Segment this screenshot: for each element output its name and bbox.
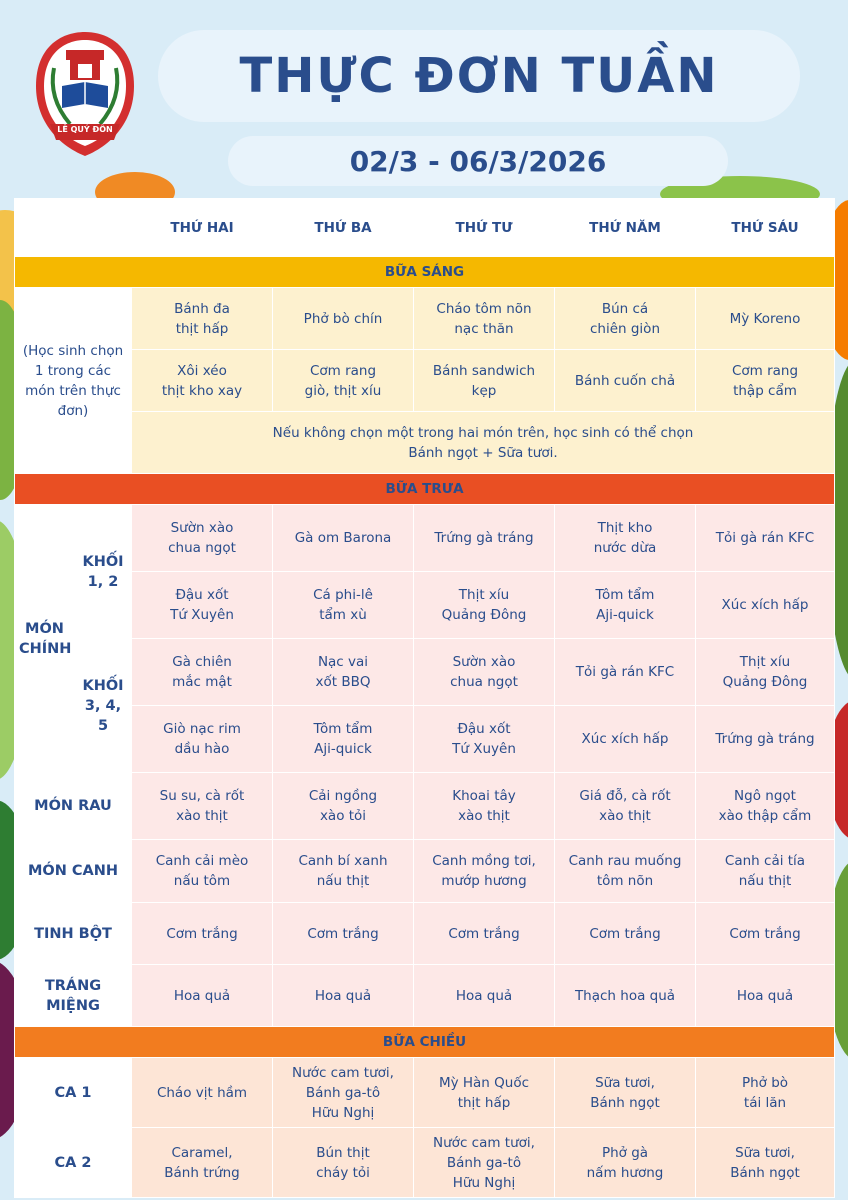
school-logo — [30, 28, 140, 163]
menu-cell: Ngô ngọt xào thập cẩm — [696, 773, 835, 840]
menu-cell: Nước cam tươi, Bánh ga-tô Hữu Nghị — [273, 1058, 414, 1128]
logo-text: LÊ QUÝ ĐÔN — [57, 125, 113, 134]
weekly-menu-table — [14, 198, 835, 1198]
menu-cell: Hoa quả — [132, 965, 273, 1027]
menu-cell: Bánh sandwich kẹp — [414, 350, 555, 412]
menu-cell: Gà om Barona — [273, 505, 414, 572]
soup-row — [15, 840, 835, 903]
dessert-label: TRÁNG MIỆNG — [15, 965, 132, 1027]
menu-cell: Canh rau muống tôm nõn — [555, 840, 696, 903]
menu-cell: Canh cải mèo nấu tôm — [132, 840, 273, 903]
menu-cell: Bánh cuốn chả — [555, 350, 696, 412]
breakfast-row-2 — [15, 350, 835, 412]
menu-cell: Trứng gà tráng — [414, 505, 555, 572]
date-banner — [228, 136, 728, 186]
menu-cell: Cơm trắng — [273, 903, 414, 965]
menu-cell: Canh mồng tơi, mướp hương — [414, 840, 555, 903]
menu-cell: Canh bí xanh nấu thịt — [273, 840, 414, 903]
menu-cell: Khoai tây xào thịt — [414, 773, 555, 840]
menu-cell: Canh cải tía nấu thịt — [696, 840, 835, 903]
menu-cell: Sườn xào chua ngọt — [132, 505, 273, 572]
menu-cell: Thịt kho nước dừa — [555, 505, 696, 572]
menu-cell: Phở bò tái lăn — [696, 1058, 835, 1128]
menu-cell: Thịt xíu Quảng Đông — [414, 572, 555, 639]
breakfast-band — [15, 257, 835, 288]
menu-cell: Sữa tươi, Bánh ngọt — [555, 1058, 696, 1128]
grade-group-1-label: KHỐI 1, 2 — [75, 505, 132, 639]
day-friday: THỨ SÁU — [696, 199, 835, 257]
menu-cell: Trứng gà tráng — [696, 706, 835, 773]
menu-cell: Thạch hoa quả — [555, 965, 696, 1027]
breakfast-row-1 — [15, 288, 835, 350]
dessert-row — [15, 965, 835, 1027]
shift-1-label: CA 1 — [15, 1058, 132, 1128]
menu-cell: Cơm trắng — [132, 903, 273, 965]
breakfast-note: (Học sinh chọn 1 trong các món trên thực đơn) — [15, 288, 132, 474]
breakfast-title: BỮA SÁNG — [15, 257, 835, 288]
breakfast-alternative-row — [15, 412, 835, 474]
menu-cell: Cháo tôm nõn nạc thăn — [414, 288, 555, 350]
starch-row — [15, 903, 835, 965]
shift-2-label: CA 2 — [15, 1128, 132, 1198]
menu-cell: Xúc xích hấp — [555, 706, 696, 773]
lunch-title: BỮA TRƯA — [15, 474, 835, 505]
lunch-g2-row-1 — [15, 639, 835, 706]
lunch-g2-row-2 — [15, 706, 835, 773]
menu-cell: Hoa quả — [696, 965, 835, 1027]
grade-group-2-label: KHỐI 3, 4, 5 — [75, 639, 132, 773]
menu-cell: Sườn xào chua ngọt — [414, 639, 555, 706]
menu-cell: Cải ngồng xào tỏi — [273, 773, 414, 840]
menu-cell: Bún cá chiên giòn — [555, 288, 696, 350]
day-wednesday: THỨ TƯ — [414, 199, 555, 257]
menu-cell: Tôm tẩm Aji-quick — [555, 572, 696, 639]
menu-cell: Cá phi-lê tẩm xù — [273, 572, 414, 639]
menu-cell: Tỏi gà rán KFC — [696, 505, 835, 572]
menu-cell: Su su, cà rốt xào thịt — [132, 773, 273, 840]
menu-cell: Tôm tẩm Aji-quick — [273, 706, 414, 773]
menu-cell: Cơm trắng — [555, 903, 696, 965]
menu-cell: Sữa tươi, Bánh ngọt — [696, 1128, 835, 1198]
menu-cell: Tỏi gà rán KFC — [555, 639, 696, 706]
header-corner — [15, 199, 132, 257]
shift-2-row — [15, 1128, 835, 1198]
menu-cell: Gà chiên mắc mật — [132, 639, 273, 706]
main-dish-label: MÓN CHÍNH — [15, 505, 75, 773]
menu-cell: Bánh đa thịt hấp — [132, 288, 273, 350]
menu-cell: Mỳ Hàn Quốc thịt hấp — [414, 1058, 555, 1128]
page-title: THỰC ĐƠN TUẦN — [239, 48, 719, 104]
day-header-row — [15, 199, 835, 257]
menu-cell: Đậu xốt Tứ Xuyên — [132, 572, 273, 639]
menu-cell: Cơm trắng — [696, 903, 835, 965]
shift-1-row — [15, 1058, 835, 1128]
menu-cell: Phở gà nấm hương — [555, 1128, 696, 1198]
lunch-band — [15, 474, 835, 505]
menu-cell: Mỳ Koreno — [696, 288, 835, 350]
menu-cell: Đậu xốt Tứ Xuyên — [414, 706, 555, 773]
day-monday: THỨ HAI — [132, 199, 273, 257]
menu-cell: Giá đỗ, cà rốt xào thịt — [555, 773, 696, 840]
menu-cell: Cơm rang thập cẩm — [696, 350, 835, 412]
menu-cell: Hoa quả — [273, 965, 414, 1027]
menu-cell: Cháo vịt hầm — [132, 1058, 273, 1128]
menu-cell: Cơm rang giò, thịt xíu — [273, 350, 414, 412]
afternoon-band — [15, 1027, 835, 1058]
day-tuesday: THỨ BA — [273, 199, 414, 257]
lunch-g1-row-1 — [15, 505, 835, 572]
menu-cell: Cơm trắng — [414, 903, 555, 965]
afternoon-title: BỮA CHIỀU — [15, 1027, 835, 1058]
menu-cell: Giò nạc rim dầu hào — [132, 706, 273, 773]
vegetable-row — [15, 773, 835, 840]
lunch-g1-row-2 — [15, 572, 835, 639]
vegetable-label: MÓN RAU — [15, 773, 132, 840]
breakfast-alternative: Nếu không chọn một trong hai món trên, học sinh có thể chọn Bánh ngọt + Sữa tươi. — [132, 412, 835, 474]
menu-cell: Caramel, Bánh trứng — [132, 1128, 273, 1198]
soup-label: MÓN CANH — [15, 840, 132, 903]
date-range: 02/3 - 06/3/2026 — [349, 144, 607, 178]
menu-cell: Phở bò chín — [273, 288, 414, 350]
title-banner — [158, 30, 800, 122]
menu-cell: Nước cam tươi, Bánh ga-tô Hữu Nghị — [414, 1128, 555, 1198]
menu-cell: Bún thịt cháy tỏi — [273, 1128, 414, 1198]
day-thursday: THỨ NĂM — [555, 199, 696, 257]
menu-cell: Xúc xích hấp — [696, 572, 835, 639]
menu-cell: Nạc vai xốt BBQ — [273, 639, 414, 706]
menu-cell: Hoa quả — [414, 965, 555, 1027]
menu-cell: Thịt xíu Quảng Đông — [696, 639, 835, 706]
menu-cell: Xôi xéo thịt kho xay — [132, 350, 273, 412]
starch-label: TINH BỘT — [15, 903, 132, 965]
